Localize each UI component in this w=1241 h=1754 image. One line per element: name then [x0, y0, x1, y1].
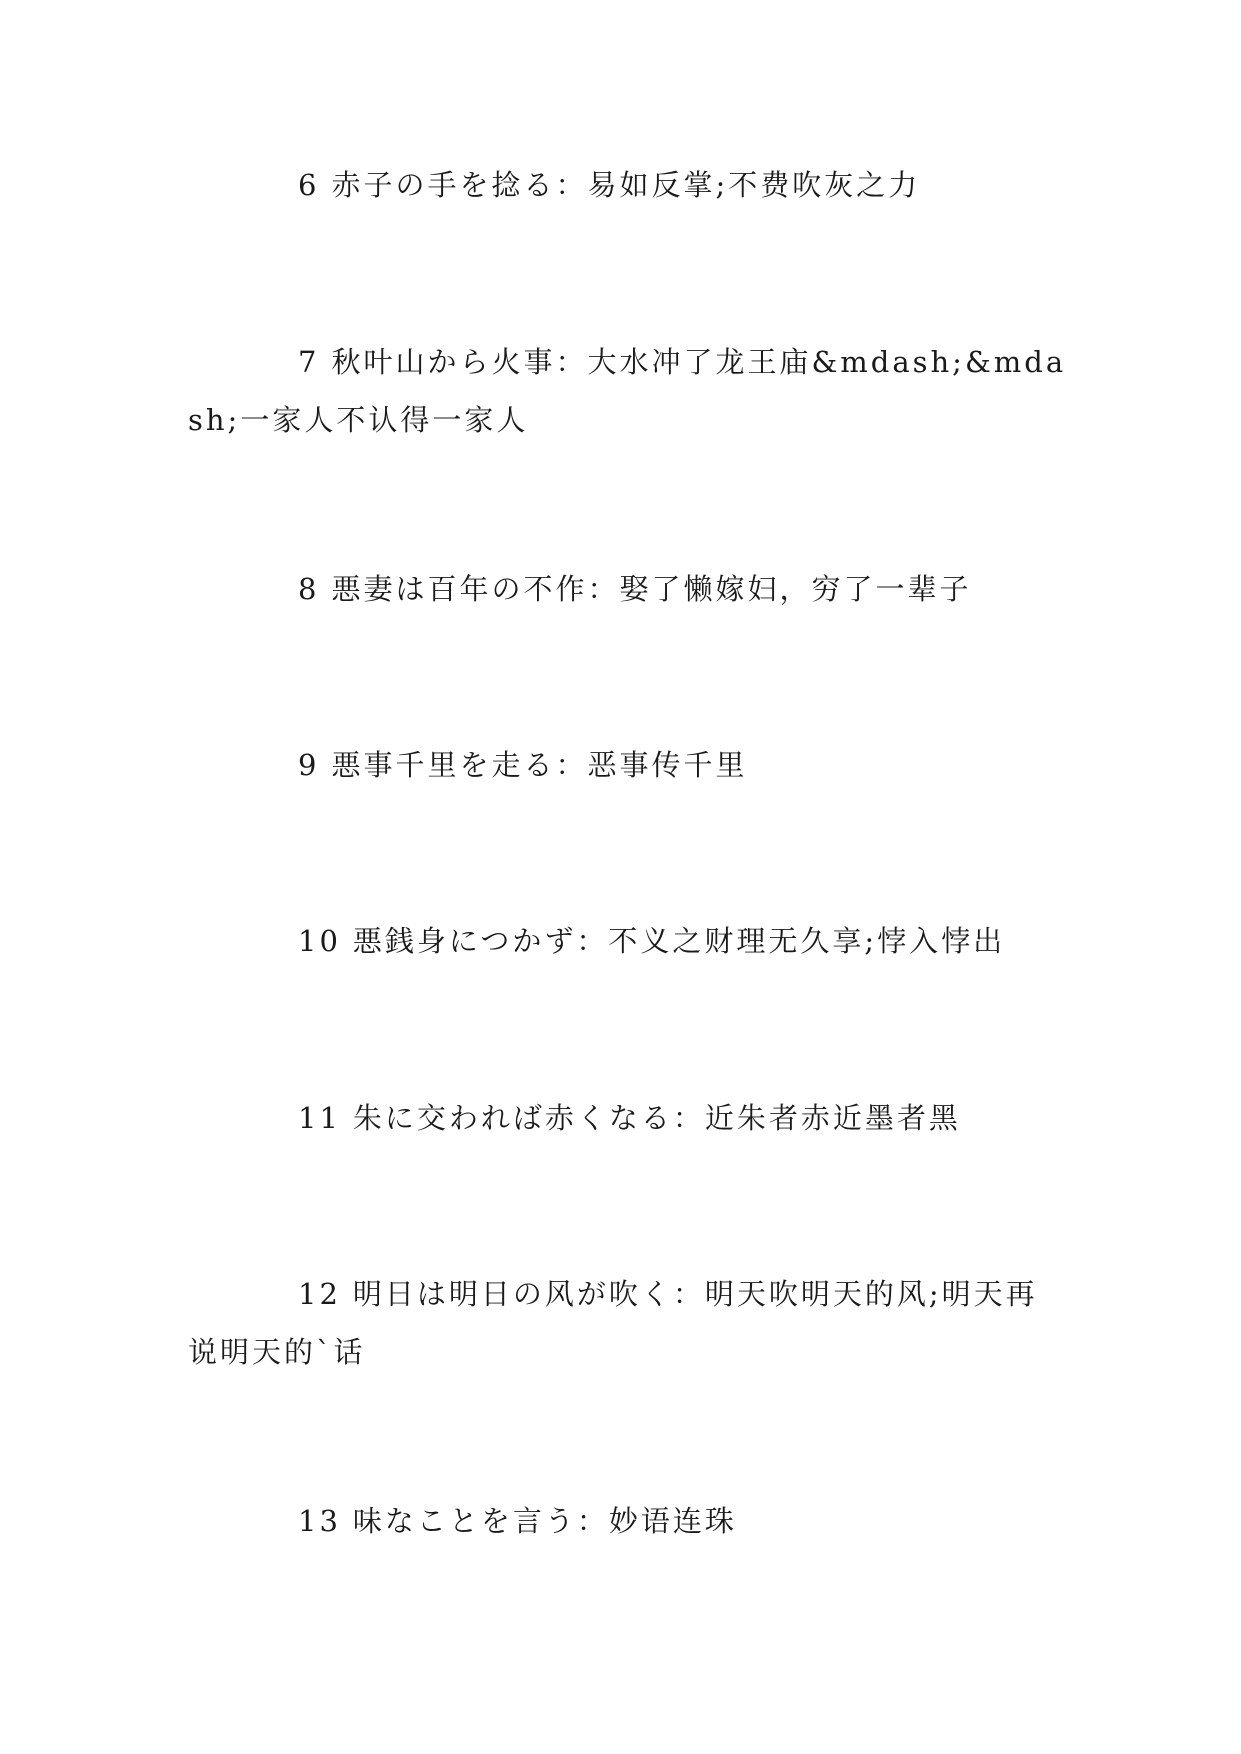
entry-number: 6 [298, 168, 320, 202]
entry-text: 赤子の手を捻る：易如反掌;不费吹灰之力 [331, 168, 921, 202]
proverb-entry-7 [188, 333, 1068, 449]
proverb-entry-8 [188, 560, 1068, 618]
entry-number: 11 [298, 1101, 341, 1135]
proverb-entry-11 [188, 1089, 1068, 1147]
entry-text: 悪銭身につかず：不义之财理无久享;悖入悖出 [352, 924, 1006, 958]
entry-number: 9 [298, 748, 320, 782]
entry-number: 13 [298, 1504, 341, 1538]
entry-text: 朱に交われば赤くなる：近朱者赤近墨者黑 [352, 1101, 961, 1135]
entry-number: 12 [298, 1277, 341, 1311]
proverb-entry-6 [188, 156, 1068, 214]
entry-text: 悪妻は百年の不作：娶了懒嫁妇，穷了一辈子 [331, 572, 972, 606]
proverb-entry-12 [188, 1265, 1068, 1381]
entry-number: 10 [298, 924, 341, 958]
entry-number: 8 [298, 572, 320, 606]
proverb-entry-13 [188, 1492, 1068, 1550]
entry-text: 悪事千里を走る：恶事传千里 [331, 748, 748, 782]
entry-text: 味なことを言う：妙语连珠 [352, 1504, 737, 1538]
entry-text: 秋叶山から火事：大水冲了龙王庙&mdash;&mdash;一家人不认得一家人 [188, 345, 1067, 437]
entry-number: 7 [298, 345, 320, 379]
proverb-entry-10 [188, 912, 1068, 970]
entry-text: 明日は明日の风が吹く：明天吹明天的风;明天再说明天的`话 [188, 1277, 1038, 1369]
proverb-entry-9 [188, 736, 1068, 794]
